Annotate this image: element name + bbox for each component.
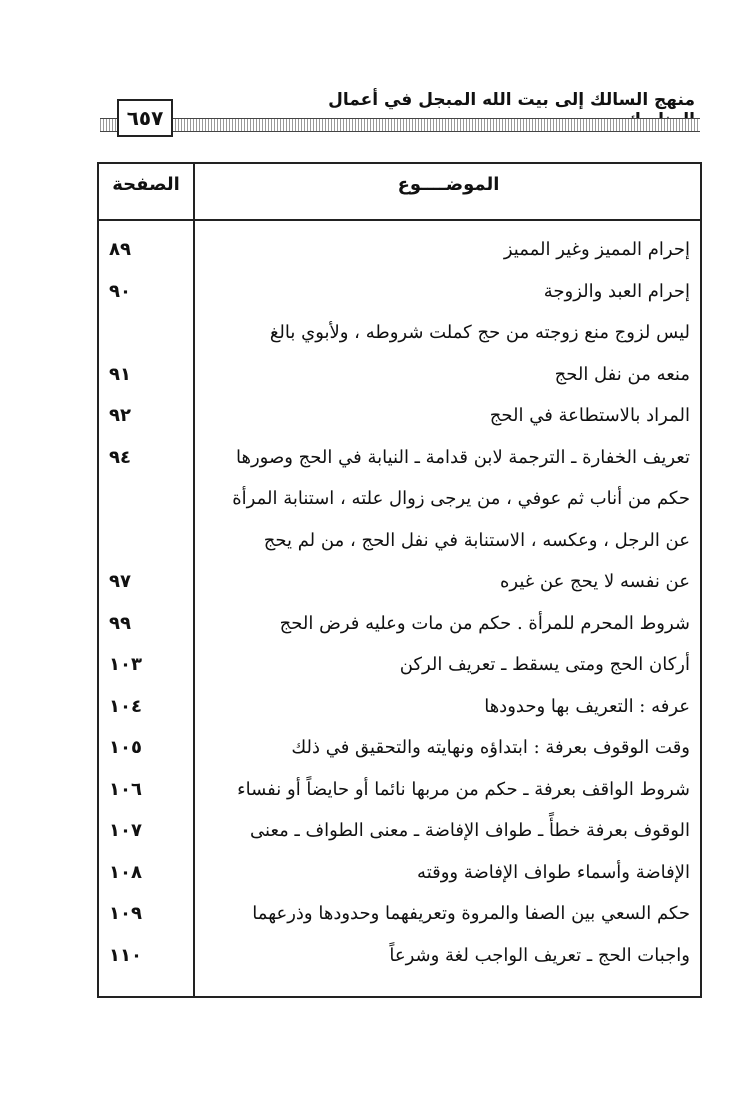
table-row [99,317,700,359]
topic-text: أركان الحج ومتى يسقط ـ تعريف الركن [399,654,690,675]
table-row [99,276,700,318]
topic-text: تعريف الخفارة ـ الترجمة لابن قدامة ـ النيابة في الحج وصورها [236,446,690,468]
page-ref: ٩٠ [109,280,131,302]
table-row [99,566,700,608]
table-row [99,359,700,401]
topic-text: واجبات الحج ـ تعريف الواجب لغة وشرعاً [389,944,690,966]
page-ref: ٩١ [109,363,131,385]
topic-text: منعه من نفل الحج [554,363,690,385]
table-row [99,483,700,525]
page-ref: ٩٩ [109,612,131,634]
topic-text: ليس لزوج منع زوجته من حج كملت شروطه ، ولأبوي بالغ [269,322,690,343]
topic-text: عن نفسه لا يحج عن غيره [499,571,690,592]
topic-text: المراد بالاستطاعة في الحج [489,405,690,426]
table-row [99,400,700,442]
topic-text: شروط المحرم للمرأة . حكم من مات وعليه فرض الحج [279,612,690,634]
page-number: ٦٥٧ [117,99,173,137]
page-ref: ١٠٧ [109,820,142,841]
table-row [99,774,700,816]
table-row [99,940,700,982]
table-row [99,691,700,733]
table-row [99,525,700,567]
table-row [99,732,700,774]
table-row [99,857,700,899]
page-ref: ١٠٦ [109,778,142,800]
header-divider [99,219,700,221]
table-row [99,234,700,276]
page-ref: ١٠٤ [109,695,142,717]
topic-text: إحرام المميز وغير المميز [503,239,690,260]
topic-text: عن الرجل ، وعكسه ، الاستنابة في نفل الحج ، من لم يحج [263,529,690,551]
page-ref: ١٠٥ [109,737,142,758]
page-ref: ١١٠ [109,944,142,966]
table-row [99,608,700,650]
topic-column-header: الموضــــوع [397,174,500,195]
page-ref: ١٠٣ [109,654,142,675]
topic-text: شروط الواقف بعرفة ـ حكم من مربها نائما أو حايضاً أو نفساء [237,778,690,800]
topic-text: إحرام العبد والزوجة [543,280,690,302]
page-ref: ١٠٩ [109,903,142,924]
topic-text: وقت الوقوف بعرفة : ابتداؤه ونهايته والتحقيق في ذلك [291,737,690,758]
topic-text: الوقوف بعرفة خطأً ـ طواف الإفاضة ـ معنى الطواف ـ معنى [250,820,690,841]
toc-rows [99,234,700,981]
page-ref: ٩٤ [109,446,131,468]
header-rule [100,118,700,132]
page-ref: ١٠٨ [109,861,142,883]
table-row [99,898,700,940]
table-row [99,442,700,484]
topic-text: عرفه : التعريف بها وحدودها [484,695,690,717]
topic-text: حكم السعي بين الصفا والمروة وتعريفهما وحدودها وذرعهما [252,903,690,924]
running-header-title: منهج السالك إلى بيت الله المبجل في أعمال [328,90,695,110]
page-column-header: الصفحة [112,174,180,195]
table-of-contents [97,162,702,998]
page-ref: ٩٧ [109,571,131,592]
topic-text: حكم من أناب ثم عوفي ، من يرجى زوال علته ، استنابة المرأة [232,488,690,509]
table-row [99,649,700,691]
table-row [99,815,700,857]
page-ref: ٨٩ [109,239,131,260]
page-ref: ٩٢ [109,405,131,426]
topic-text: الإفاضة وأسماء طواف الإفاضة ووقته [417,861,690,883]
